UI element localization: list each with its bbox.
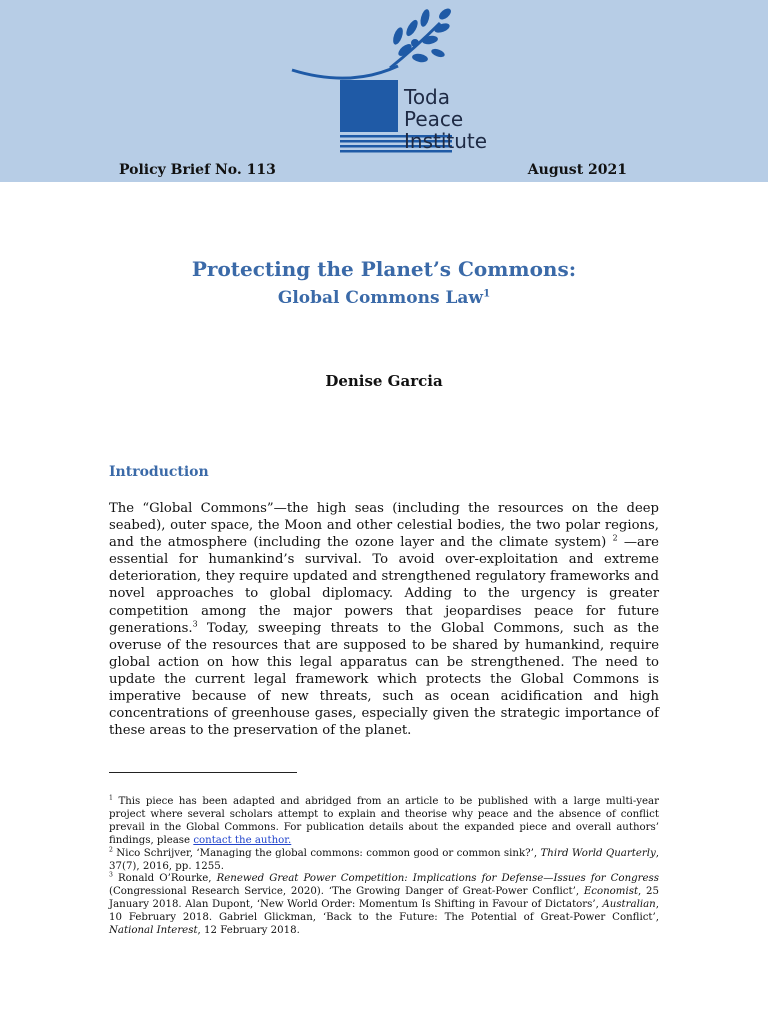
page-subtitle (0, 288, 768, 308)
footnote-ref[interactable]: 1 (483, 287, 491, 300)
section-heading: Introduction (109, 464, 209, 480)
report-title: Renewed Great Power Competition: Implications for Defense—Issues for Congress (216, 873, 660, 885)
journal-title: National Interest (109, 925, 198, 937)
footnote-ref[interactable]: 2 (612, 533, 618, 543)
journal-title: Economist (583, 886, 639, 898)
footnotes (109, 796, 659, 938)
institute-name (404, 86, 487, 152)
footnote-1 (109, 796, 659, 848)
journal-title: Australian (602, 899, 656, 911)
footnote-text: (Congressional Research Service, 2020). ‘The Growing Danger of Great-Power Conflict’, (109, 886, 584, 898)
footnote-text: Nico Schrijver, ‘Managing the global commons: common good or common sink?’, (112, 847, 541, 859)
footnote-mark: 3 (109, 872, 113, 880)
footnote-text: This piece has been adapted and abridged from an article to be published with a large multi-year project where several scholars attempt to explain and theorise why peace and the absence of conflict prevail in the Global Commons. For publication details about the expanded piece and overall authors’ findings, please (109, 796, 659, 846)
footnote-text: Ronald O’Rourke, (112, 873, 217, 885)
paragraph-text: Today, sweeping threats to the Global Commons, such as the overuse of the resources that are supposed to be shared by humankind, require global action on how this legal apparatus can be strengthened. The need to update the current legal framework which protects the Global Commons is imperative because of new threats, such as ocean acidification and high concentrations of greenhouse gases, especially given the strategic importance of these areas to the preservation of the planet. (109, 620, 659, 739)
logo-line: Toda (404, 85, 451, 109)
footnote-3 (109, 873, 659, 938)
footnote-mark: 2 (109, 846, 113, 854)
contact-author-link[interactable]: contact the author. (193, 834, 292, 846)
footnote-text: , 10 February 2018. Gabriel Glickman, ‘Back to the Future: The Potential of Great-Power Conflict’, (109, 899, 659, 924)
brief-number: Policy Brief No. 113 (119, 162, 276, 178)
footnote-mark: 1 (109, 794, 113, 802)
page-title: Protecting the Planet’s Commons: (191, 257, 577, 281)
footnote-divider (109, 772, 297, 773)
footnote-text: , 25 January 2018. Alan Dupont, ‘New World Order: Momentum Is Shifting in Favour of Dictators’, (109, 886, 659, 911)
author-name: Denise Garcia (325, 372, 443, 390)
header-banner (0, 0, 768, 182)
paragraph-text: —are essential for humankind’s survival. To avoid over-exploitation and extreme deterioration, they require updated and strengthened regulatory frameworks and novel approaches to global diplomacy. Adding to the urgency is greater competition among the major powers that jeopardises peace for future generations. (109, 535, 659, 636)
footnote-text: , 12 February 2018. (197, 925, 300, 937)
intro-paragraph (109, 500, 659, 739)
subtitle-text: Global Commons Law (277, 288, 484, 308)
paragraph-text: The “Global Commons”—the high seas (including the resources on the deep seabed), outer space, the Moon and other celestial bodies, the two polar regions, and the atmosphere (including the ozone layer and the climate system) (109, 501, 659, 551)
publication-date: August 2021 (527, 162, 627, 178)
journal-title: Third World Quarterly (540, 847, 656, 859)
logo-line: Peace (404, 107, 464, 131)
footnote-2 (109, 848, 659, 874)
footnote-text: , 37(7), 2016, pp. 1255. (109, 847, 659, 872)
footnote-ref[interactable]: 3 (192, 619, 198, 629)
logo-line: Institute (404, 129, 488, 153)
